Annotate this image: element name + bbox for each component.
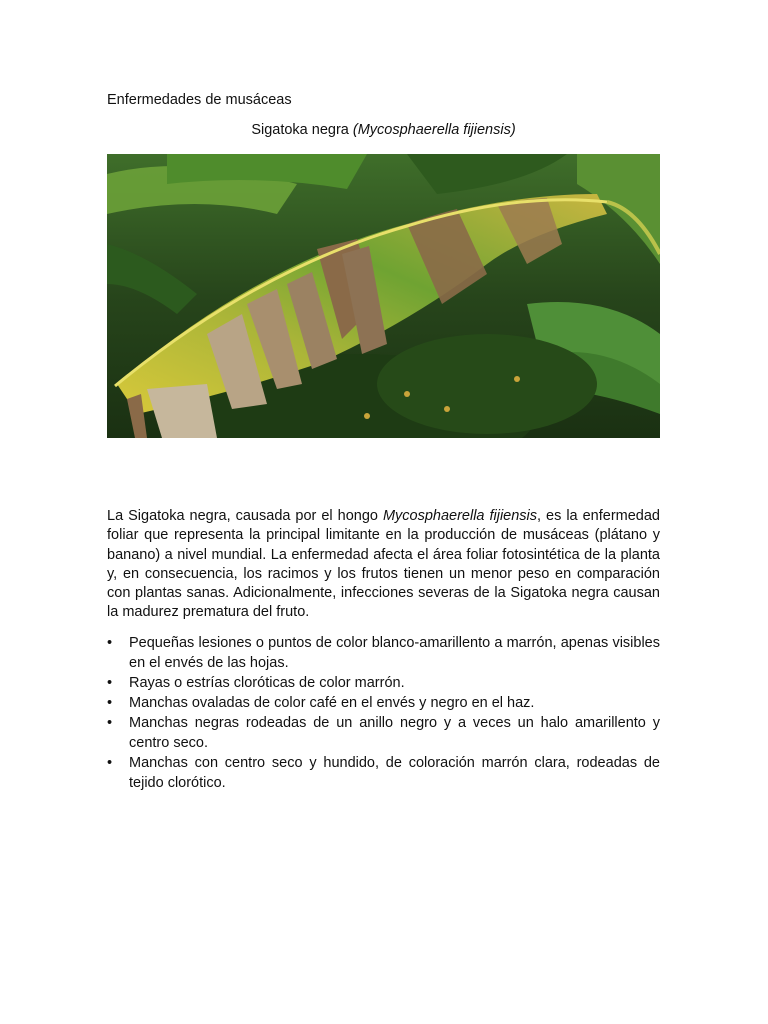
scientific-name: (Mycosphaerella fijiensis) [352,122,516,138]
list-item [107,713,660,753]
document-heading: Enfermedades de musáceas [107,92,292,108]
pathogen-name: Mycosphaerella fijiensis [382,508,538,524]
list-item [107,693,660,713]
bullet-icon: • [107,695,113,711]
bullet-icon: • [107,715,113,731]
bullet-icon: • [107,635,113,651]
list-item-text: Manchas ovaladas de color café en el envés y negro en el haz. [129,695,535,711]
list-item-text: Manchas negras rodeadas de un anillo negro y a veces un halo amarillento y centro seco. [129,715,660,751]
bullet-icon: • [107,675,113,691]
description-paragraph [107,507,660,623]
list-item-text: Pequeñas lesiones o puntos de color blanco-amarillento a marrón, apenas visibles en el envés de las hojas. [129,635,660,671]
banana-leaf-illustration [107,154,660,438]
bullet-icon: • [107,755,113,771]
paragraph-body: , es la enfermedad foliar que representa la principal limitante en la producción de musáceas (plátano y banano) a nivel mundial. La enfermedad afecta el área foliar fotosintética de la planta y, en consecuencia, los racimos y los frutos tienen un menor peso en comparación con plantas sanas. Adicionalmente, infecciones severas de la Sigatoka negra causan la madurez prematura del fruto. [107,508,660,621]
symptom-list [107,633,660,793]
document-subtitle [107,121,660,139]
banana-leaf-photo [107,154,660,438]
list-item [107,633,660,673]
list-item [107,673,660,693]
list-item-text: Rayas o estrías cloróticas de color marrón. [129,675,405,691]
list-item-text: Manchas con centro seco y hundido, de coloración marrón clara, rodeadas de tejido clorótico. [129,755,660,791]
list-item [107,753,660,793]
disease-name: Sigatoka negra [251,122,353,138]
paragraph-intro: La Sigatoka negra, causada por el hongo [107,508,383,524]
